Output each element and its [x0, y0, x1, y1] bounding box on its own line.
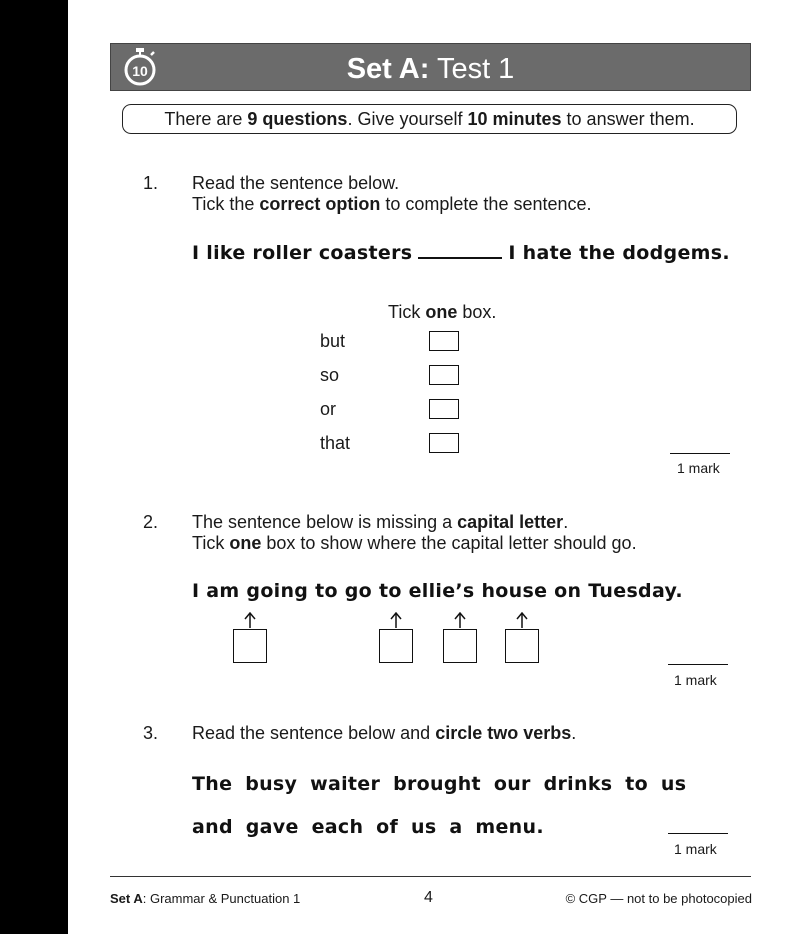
- question-2-text: [192, 512, 637, 554]
- footer-divider: [110, 876, 751, 877]
- time-limit: 10 minutes: [467, 109, 562, 129]
- worksheet-page: [68, 0, 800, 934]
- instructions-text: . Give yourself: [347, 109, 468, 129]
- tick-box-that[interactable]: [429, 433, 459, 453]
- question-2-line: The sentence below is missing a capital letter.: [192, 512, 569, 532]
- option-label: but: [320, 331, 346, 351]
- question-1-number: 1.: [143, 173, 159, 193]
- tick-box-or[interactable]: [429, 399, 459, 419]
- instructions-text: There are: [164, 109, 248, 129]
- arrow-up-icon: [453, 612, 467, 628]
- capital-tick-box-2[interactable]: [379, 629, 413, 663]
- question-3-line: Read the sentence below and circle two verbs.: [192, 723, 577, 743]
- timer-minutes: 10: [132, 63, 148, 79]
- option-label: or: [320, 399, 337, 419]
- footer-left: Set A: Grammar & Punctuation 1: [110, 891, 301, 906]
- title-set: Set A:: [346, 53, 430, 85]
- tick-box-but[interactable]: [429, 331, 459, 351]
- question-1-text: [192, 173, 592, 215]
- capital-tick-box-3[interactable]: [443, 629, 477, 663]
- capital-tick-box-4[interactable]: [505, 629, 539, 663]
- test-header: [110, 43, 751, 91]
- page-number: 4: [424, 889, 433, 906]
- tick-instruction: Tick one box.: [388, 302, 497, 322]
- mark-line: [668, 833, 728, 834]
- arrow-up-icon: [243, 612, 257, 628]
- arrow-up-icon: [389, 612, 403, 628]
- tick-box-so[interactable]: [429, 365, 459, 385]
- footer-copyright: © CGP — not to be photocopied: [565, 891, 752, 906]
- question-1-sentence: I like roller coasters I hate the dodgems.: [192, 242, 730, 264]
- question-2-sentence: I am going to go to ellie’s house on Tuesday.: [192, 580, 683, 602]
- capital-tick-box-1[interactable]: [233, 629, 267, 663]
- question-3-text: [192, 723, 576, 744]
- question-3-number: 3.: [143, 723, 159, 743]
- question-3-sentence-line-1[interactable]: The busy waiter brought our drinks to us: [192, 773, 687, 795]
- page-spine: [0, 0, 68, 934]
- title-test: Test 1: [429, 53, 515, 85]
- arrow-up-icon: [515, 612, 529, 628]
- question-count: 9 questions: [247, 109, 348, 129]
- mark-line: [670, 453, 730, 454]
- mark-line: [668, 664, 728, 665]
- mark-label: 1 mark: [674, 841, 717, 857]
- instructions-box: [122, 104, 737, 134]
- page-title: [111, 53, 750, 86]
- option-label: that: [320, 433, 351, 453]
- question-1-line: Tick the correct option to complete the sentence.: [192, 194, 592, 214]
- sentence-blank: [418, 243, 502, 259]
- question-1-line: Read the sentence below.: [192, 173, 400, 193]
- mark-label: 1 mark: [674, 672, 717, 688]
- mark-label: 1 mark: [677, 460, 720, 476]
- question-2-line: Tick one box to show where the capital letter should go.: [192, 533, 637, 553]
- instructions-text: to answer them.: [561, 109, 695, 129]
- question-3-sentence-line-2[interactable]: and gave each of us a menu.: [192, 816, 544, 838]
- question-2-number: 2.: [143, 512, 159, 532]
- option-label: so: [320, 365, 340, 385]
